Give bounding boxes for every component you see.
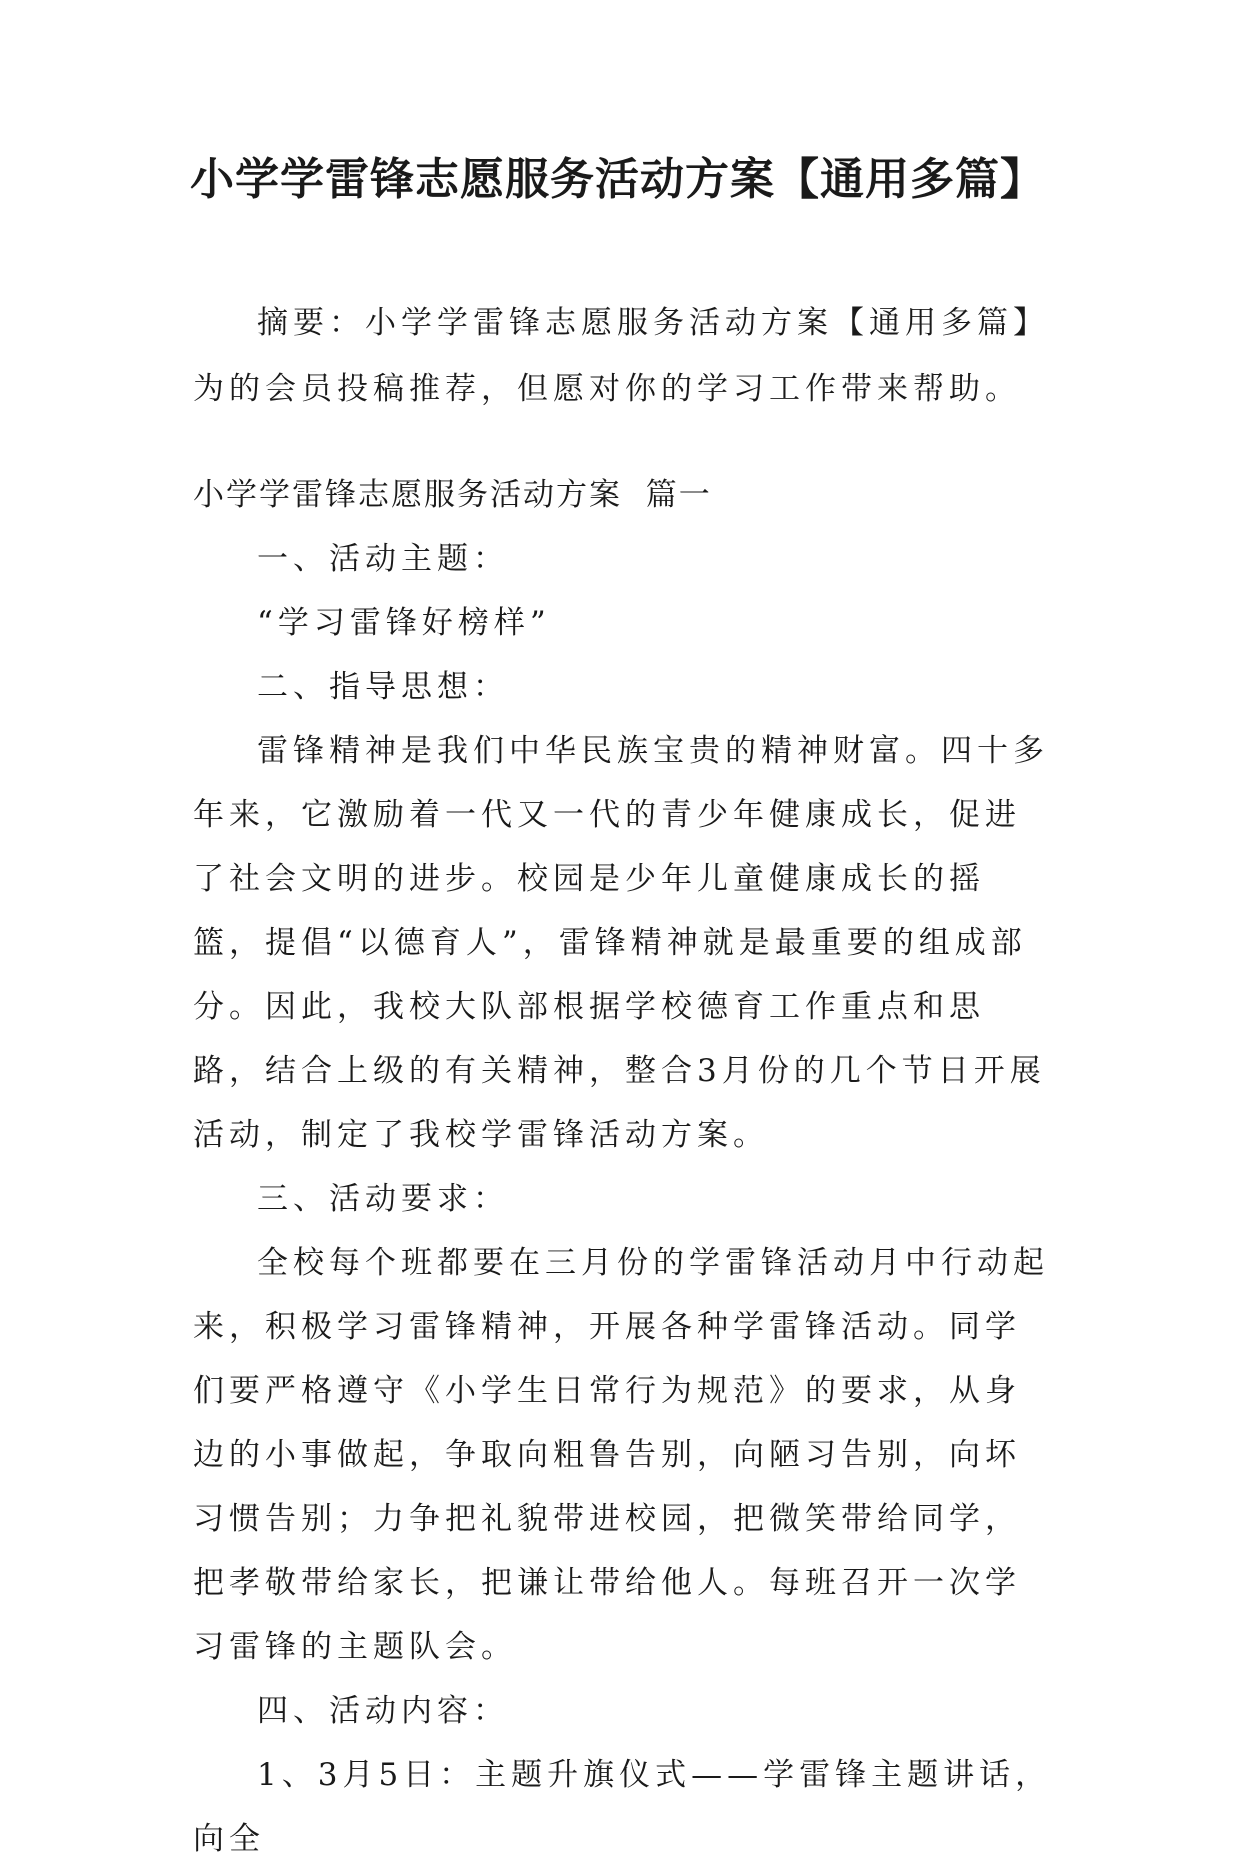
guiding-thought-paragraph: 雷锋精神是我们中华民族宝贵的精神财富。四十多年来，它激励着一代又一代的青少年健康成长，促进了社会文明的进步。校园是少年儿童健康成长的摇篮，提倡“以德育人”，雷锋精神就是最重要的组成部分。因此，我校大队部根据学校德育工作重点和思路，结合上级的有关精神，整合3月份的几个节日开展活动，制定了我校学雷锋活动方案。 — [193, 733, 1049, 1153]
activity-content-item-1: 1、3月5日：主题升旗仪式——学雷锋主题讲话，向全 — [193, 1757, 1052, 1857]
document-body — [193, 527, 1053, 1871]
activity-requirements-paragraph: 全校每个班都要在三月份的学雷锋活动月中行动起来，积极学习雷锋精神，开展各种学雷锋活动。同学们要严格遵守《小学生日常行为规范》的要求，从身边的小事做起，争取向粗鲁告别，向陋习告别，向坏习惯告别；力争把礼貌带进校园，把微笑带给同学，把孝敬带给家长，把谦让带给他人。每班召开一次学习雷锋的主题队会。 — [193, 1245, 1049, 1665]
heading-activity-theme: 一、活动主题： — [257, 541, 509, 577]
section-title: 小学学雷锋志愿服务活动方案 篇一 — [193, 477, 712, 513]
heading-activity-content: 四、活动内容： — [257, 1693, 509, 1729]
activity-theme-text: “学习雷锋好榜样” — [257, 605, 551, 641]
heading-guiding-thought: 二、指导思想： — [257, 669, 509, 705]
abstract-paragraph: 摘要：小学学雷锋志愿服务活动方案【通用多篇】为的会员投稿推荐，但愿对你的学习工作带来帮助。 — [193, 305, 1049, 407]
heading-activity-requirements: 三、活动要求： — [257, 1181, 509, 1217]
document-title: 小学学雷锋志愿服务活动方案【通用多篇】 — [190, 154, 1045, 205]
